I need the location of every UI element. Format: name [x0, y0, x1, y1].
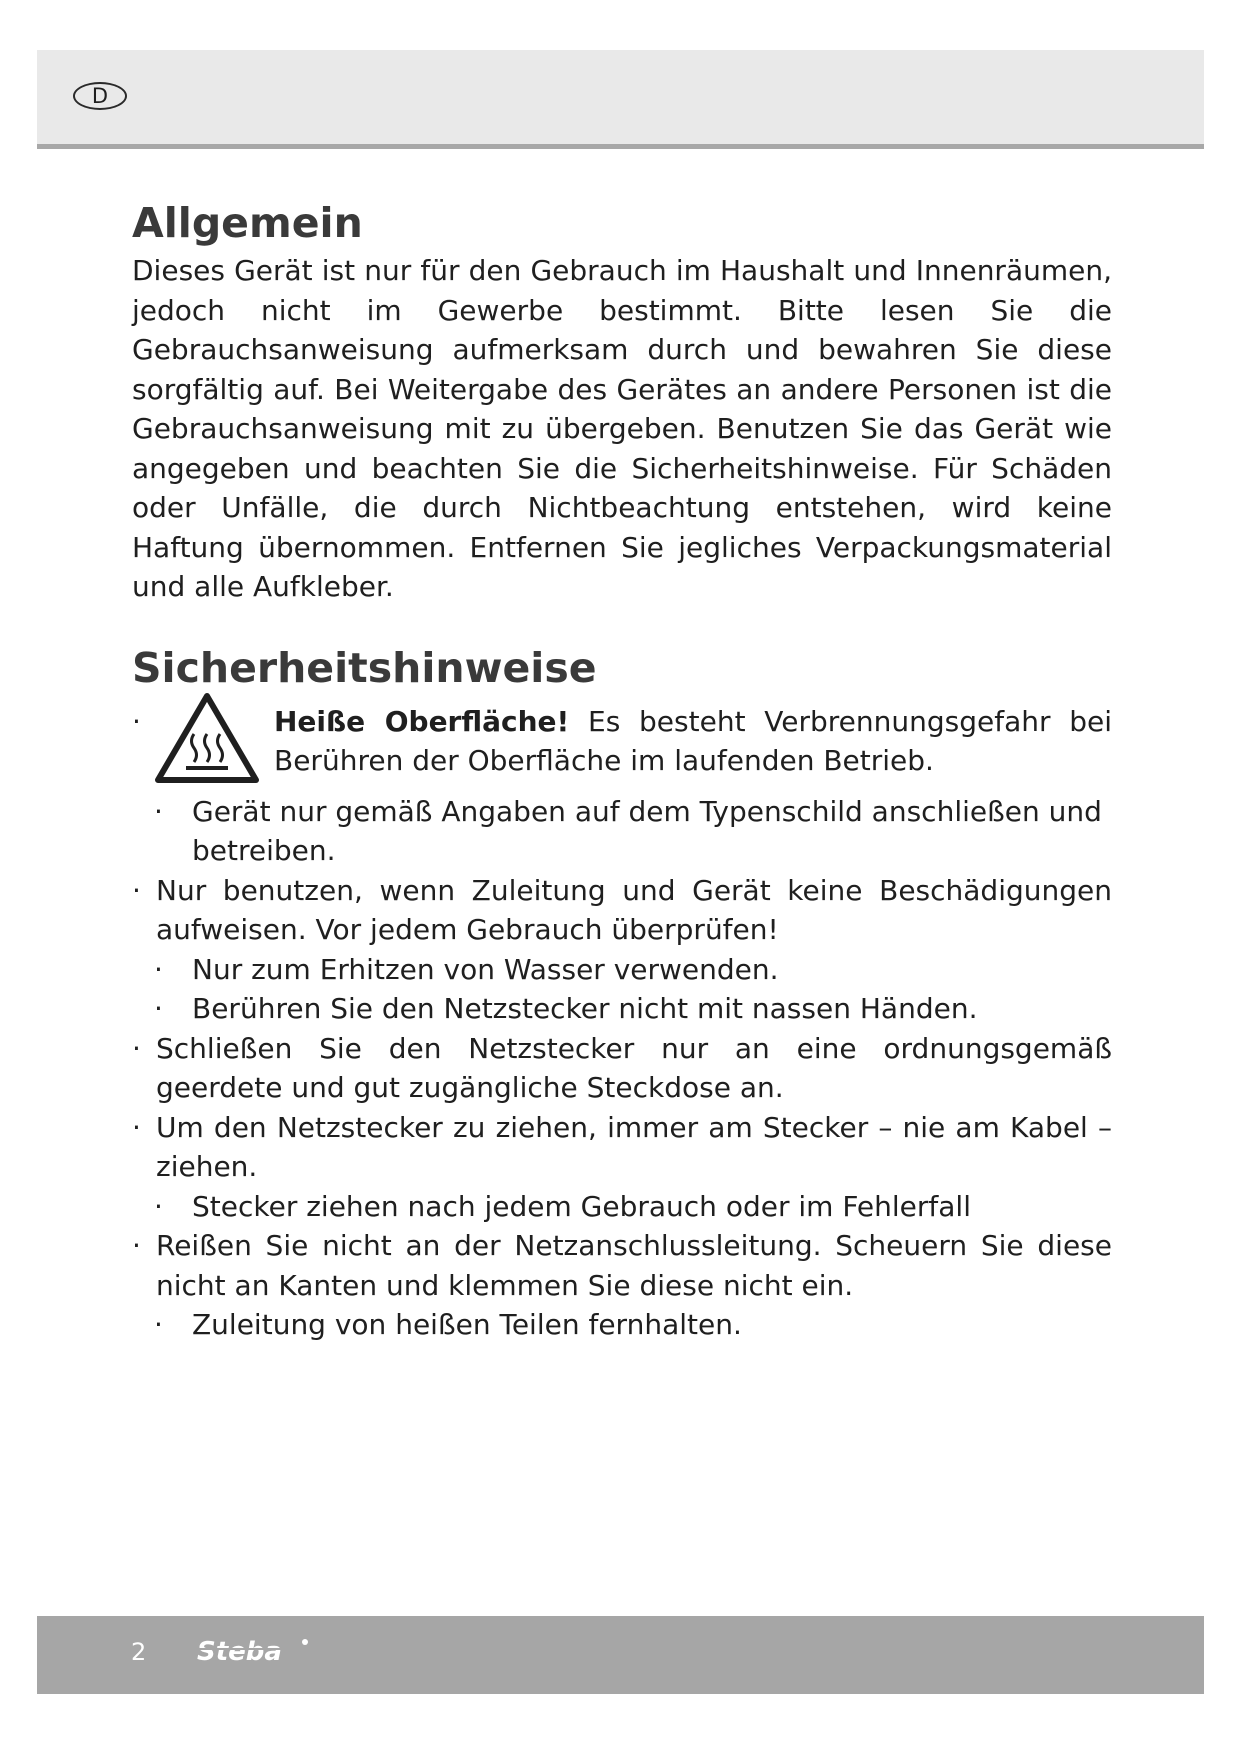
list-item-text: Um den Netzstecker zu ziehen, immer am Stecker – nie am Kabel – ziehen. — [156, 1110, 1112, 1184]
bullet-dot: · — [154, 1189, 163, 1223]
list-item — [132, 871, 1112, 950]
section-title-safety: Sicherheitshinweise — [132, 643, 597, 692]
bullet-dot: · — [154, 794, 163, 828]
bullet-dot: · — [154, 1308, 163, 1342]
steba-logo-icon — [195, 1634, 313, 1670]
general-paragraph: Dieses Gerät ist nur für den Gebrauch im Haushalt und Innenräumen, jedoch nicht im Gewerbe bestimmt. Bitte lesen Sie die Gebrauchsanweisung aufmerksam durch und bewahren Sie diese sorgfältig auf. Bei Weitergabe des Gerätes an andere Personen ist die Gebrauchsanweisung mit zu übergeben. Benutzen Sie das Gerät wie angegeben und beachten Sie die Sicherheitshinweise. Für Schäden oder Unfälle, die durch Nichtbeachtung entstehen, wird keine Haftung übernommen. Entfernen Sie jegliches Verpackungsmaterial und alle Aufkleber. — [132, 254, 1112, 604]
list-item-text: Nur zum Erhitzen von Wasser verwenden. — [192, 952, 779, 986]
bullet-dot: · — [132, 704, 141, 738]
bullet-dot: · — [154, 952, 163, 986]
safety-list — [132, 792, 1152, 1345]
list-item-text: Stecker ziehen nach jedem Gebrauch oder im Fehlerfall — [192, 1189, 971, 1223]
bullet-dot: · — [154, 992, 163, 1026]
list-item-text: Schließen Sie den Netzstecker nur an eine ordnungsgemäß geerdete und gut zugängliche Steckdose an. — [156, 1031, 1112, 1105]
list-item — [132, 1305, 1152, 1345]
section-title-general: Allgemein — [132, 199, 363, 247]
bullet-dot: · — [132, 1031, 141, 1065]
brand-name: Steba — [197, 1637, 282, 1667]
page-footer — [37, 1616, 1204, 1694]
list-item — [132, 950, 1152, 990]
list-item — [132, 989, 1152, 1029]
hot-surface-warning — [132, 702, 1132, 790]
list-item-text: Nur benutzen, wenn Zuleitung und Gerät keine Beschädigungen aufweisen. Vor jedem Gebrauch überprüfen! — [156, 873, 1112, 947]
warning-label: Heiße Oberfläche! — [274, 704, 570, 738]
list-item — [132, 1226, 1112, 1305]
bullet-dot: · — [132, 1229, 141, 1263]
list-item — [132, 792, 1152, 871]
bullet-dot: · — [132, 873, 141, 907]
list-item — [132, 1108, 1112, 1187]
page-content — [132, 200, 1132, 1345]
section-safety — [132, 645, 1132, 1345]
list-item — [132, 1187, 1152, 1227]
list-item-text: Reißen Sie nicht an der Netzanschlussleitung. Scheuern Sie diese nicht an Kanten und klemmen Sie diese nicht ein. — [156, 1229, 1112, 1302]
section-general — [132, 200, 1132, 607]
hot-surface-warning-icon — [154, 692, 260, 786]
page-number: 2 — [131, 1638, 147, 1666]
warning-description: Es besteht Verbrennungsgefahr bei Berühren der Oberfläche im laufenden Betrieb. — [274, 704, 1112, 778]
bullet-dot: · — [132, 1110, 141, 1144]
list-item-text: Gerät nur gemäß Angaben auf dem Typenschild anschließen und betreiben. — [192, 794, 1102, 868]
list-item-text: Zuleitung von heißen Teilen fernhalten. — [192, 1308, 742, 1342]
list-item-text: Berühren Sie den Netzstecker nicht mit nassen Händen. — [192, 992, 978, 1026]
list-item — [132, 1029, 1112, 1108]
page-header — [37, 50, 1204, 149]
warning-text — [274, 702, 1112, 781]
language-badge: D — [73, 82, 127, 110]
